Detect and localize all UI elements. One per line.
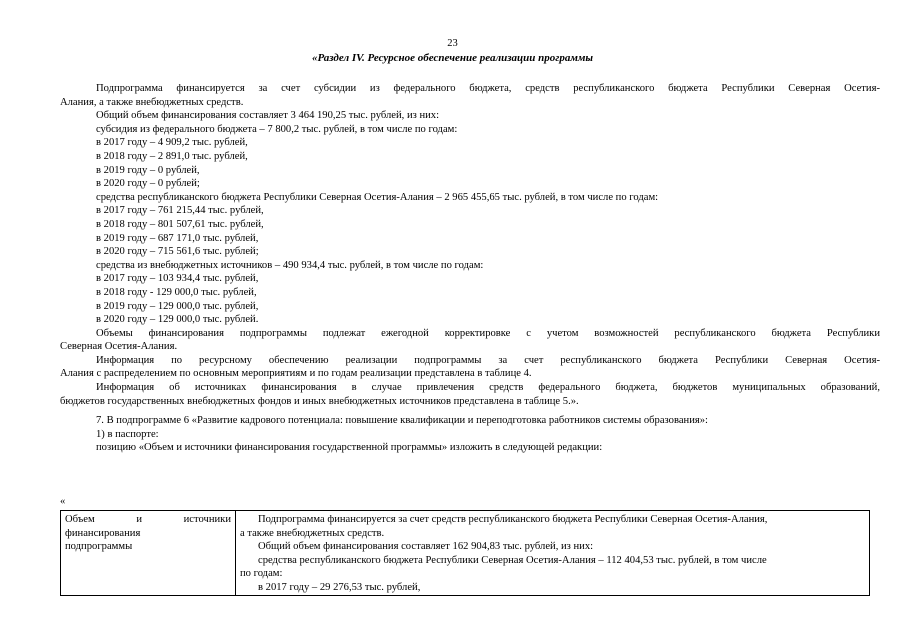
- cell-text-line: в 2017 году – 29 276,53 тыс. рублей,: [258, 581, 421, 593]
- text-line: позицию «Объем и источники финансирования государственной программы» изложить в следующей редакции:: [96, 442, 603, 454]
- left-word-2: и: [136, 514, 142, 525]
- text-line: в 2020 году – 715 561,6 тыс. рублей;: [96, 246, 259, 258]
- text-line: Информация по ресурсному обеспечению реализации подпрограммы за счет республиканского бюджета Республики Северная Осетия-: [96, 354, 880, 366]
- section-title: «Раздел IV. Ресурсное обеспечение реализации программы: [311, 52, 594, 64]
- table-right-cell: [236, 511, 870, 596]
- financing-table: [60, 510, 870, 596]
- text-line: Подпрограмма финансируется за счет субсидии из федерального бюджета, средств республиканского бюджета Республики Северная Осетия-: [96, 83, 880, 94]
- text-line: Общий объем финансирования составляет 3 464 190,25 тыс. рублей, из них:: [96, 110, 440, 122]
- text-line: в 2020 году – 129 000,0 тыс. рублей.: [96, 314, 259, 326]
- text-line: Алания, а также внебюджетных средств.: [60, 96, 244, 108]
- text-line: 1) в паспорте:: [96, 428, 159, 440]
- document-body: [60, 82, 880, 455]
- text-line: Информация об источниках финансирования в случае привлечения средств федерального бюджета, бюджетов муниципальных образований,: [96, 382, 880, 394]
- text-line: в 2019 году – 687 171,0 тыс. рублей,: [96, 232, 259, 244]
- text-line: бюджетов государственных внебюджетных фондов и иных внебюджетных источников представлена в таблице 5.».: [60, 395, 579, 407]
- cell-text-line: а также внебюджетных средств.: [240, 527, 385, 539]
- cell-text-line: Общий объем финансирования составляет 162 904,83 тыс. рублей, из них:: [258, 541, 594, 553]
- left-word-1: Объем: [65, 514, 95, 525]
- text-line: в 2018 году - 129 000,0 тыс. рублей,: [96, 286, 257, 298]
- table-row: [61, 511, 870, 596]
- text-line: Северная Осетия-Алания.: [60, 341, 178, 353]
- text-line: в 2018 году – 2 891,0 тыс. рублей,: [96, 150, 248, 162]
- page-number: 23: [447, 38, 458, 49]
- text-line: субсидия из федерального бюджета – 7 800,2 тыс. рублей, в том числе по годам:: [96, 123, 458, 135]
- text-line: в 2019 году – 129 000,0 тыс. рублей,: [96, 300, 259, 312]
- text-line: 7. В подпрограмме 6 «Развитие кадрового потенциала: повышение квалификации и переподготовка работников системы образования»:: [96, 415, 708, 427]
- left-word-3: источники: [183, 514, 231, 525]
- left-cell-line: финансирования: [65, 527, 141, 539]
- text-line: в 2017 году – 103 934,4 тыс. рублей,: [96, 273, 259, 285]
- left-cell-line: [65, 513, 231, 527]
- text-line: в 2017 году – 4 909,2 тыс. рублей,: [96, 137, 248, 149]
- table-left-cell: [61, 511, 236, 596]
- text-line: в 2018 году – 801 507,61 тыс. рублей,: [96, 218, 264, 230]
- cell-text-line: средства республиканского бюджета Республики Северная Осетия-Алания – 112 404,53 тыс. рублей, в том числе: [258, 554, 767, 566]
- text-line: Алания с распределением по основным мероприятиям и по годам реализации представлена в таблице 4.: [60, 368, 532, 380]
- left-cell-line: подпрограммы: [65, 541, 133, 553]
- text-line: средства из внебюджетных источников – 490 934,4 тыс. рублей, в том числе по годам:: [96, 259, 484, 271]
- cell-text-line: Подпрограмма финансируется за счет средств республиканского бюджета Республики Северная Осетия-Алания,: [258, 514, 768, 525]
- open-quote: «: [60, 496, 66, 507]
- text-line: в 2019 году – 0 рублей,: [96, 164, 200, 176]
- text-line: в 2020 году – 0 рублей;: [96, 178, 200, 190]
- cell-text-line: по годам:: [240, 568, 283, 580]
- text-line: Объемы финансирования подпрограммы подлежат ежегодной корректировке с учетом возможностей республиканского бюджета Республики: [96, 327, 880, 339]
- text-line: в 2017 году – 761 215,44 тыс. рублей,: [96, 205, 264, 217]
- text-line: средства республиканского бюджета Республики Северная Осетия-Алания – 2 965 455,65 тыс. рублей, в том числе по годам:: [96, 191, 659, 203]
